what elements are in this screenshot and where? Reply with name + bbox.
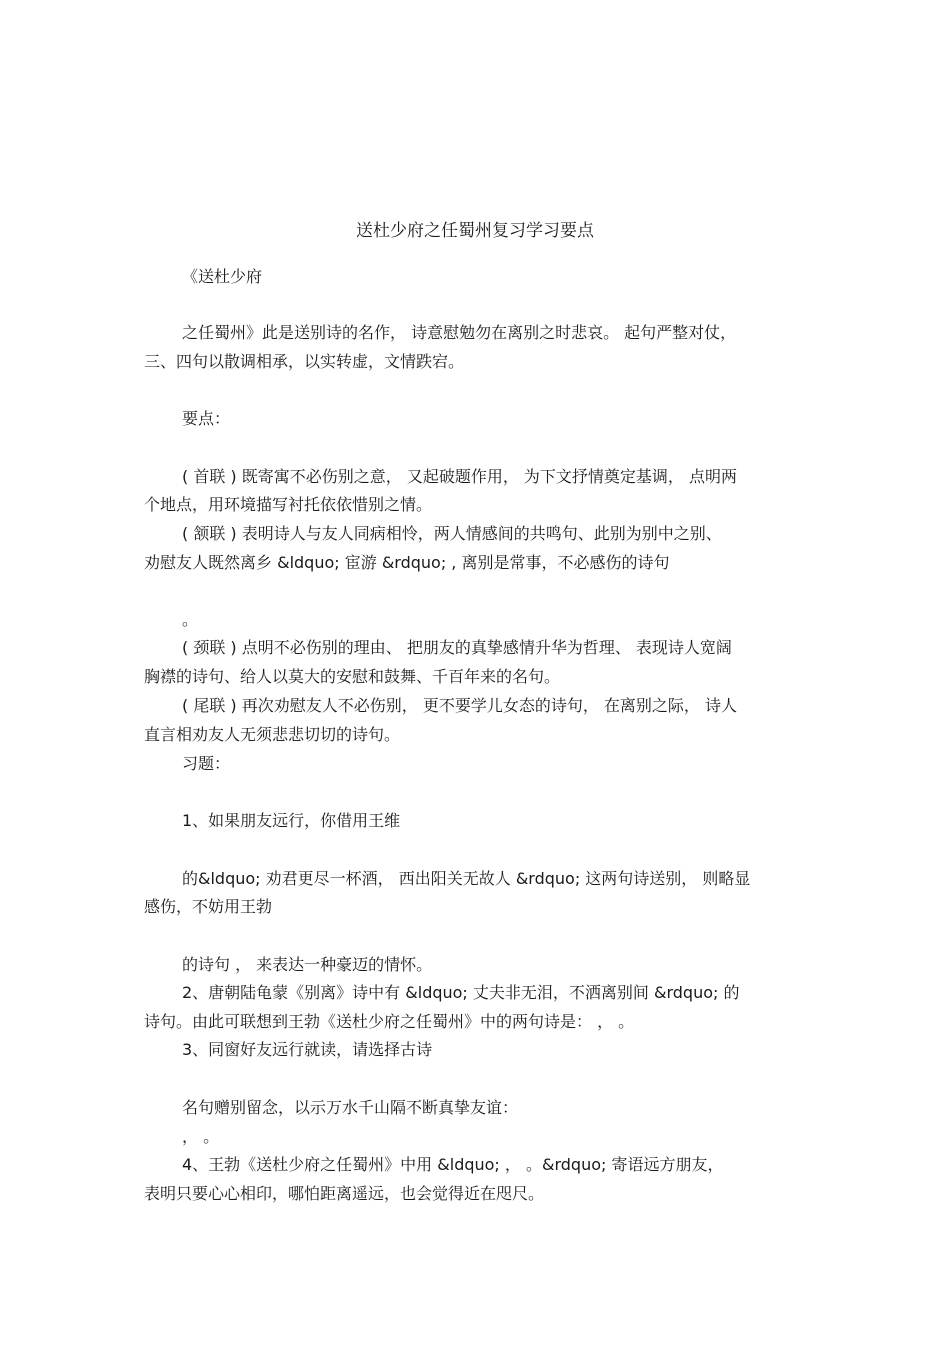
document-title: 送杜少府之任蜀州复习学习要点 xyxy=(356,221,594,241)
paragraph-line: ( 尾联 ) 再次劝慰友人不必伤别， 更不要学儿女态的诗句， 在离别之际， 诗人 xyxy=(182,696,738,715)
section-heading: 习题： xyxy=(182,754,231,773)
paragraph-line: 胸襟的诗句、给人以莫大的安慰和鼓舞、千百年来的名句。 xyxy=(144,667,561,686)
paragraph-line: 劝慰友人既然离乡 &ldquo; 宦游 &rdquo; , 离别是常事，不必感伤的诗句 xyxy=(144,553,670,572)
exercise-line: 1、如果朋友远行，你借用王维 xyxy=(182,811,401,830)
paragraph-line: 之任蜀州》此是送别诗的名作， 诗意慰勉勿在离别之时悲哀。 起句严整对仗， xyxy=(182,323,737,342)
section-heading: 要点： xyxy=(182,409,231,428)
paragraph-line: ( 颔联 ) 表明诗人与友人同病相怜，两人情感间的共鸣句、此别为别中之别、 xyxy=(182,524,722,543)
exercise-line: ， 。 xyxy=(182,1127,220,1146)
paragraph-line: ( 颈联 ) 点明不必伤别的理由、 把朋友的真挚感情升华为哲理、 表现诗人宽阔 xyxy=(182,638,732,657)
exercise-line: 4、王勃《送杜少府之任蜀州》中用 &ldquo; ， 。&rdquo; 寄语远方朋友， xyxy=(182,1155,724,1174)
exercise-line: 2、唐朝陆龟蒙《别离》诗中有 &ldquo; 丈夫非无泪，不洒离别间 &rdquo; 的 xyxy=(182,983,740,1002)
exercise-line: 3、同窗好友远行就读，请选择古诗 xyxy=(182,1040,433,1059)
paragraph-line: 三、四句以散调相承，以实转虚，文情跌宕。 xyxy=(144,352,465,371)
exercise-line: 的&ldquo; 劝君更尽一杯酒， 西出阳关无故人 &rdquo; 这两句诗送别， 则略显 xyxy=(182,869,751,888)
exercise-line: 感伤，不妨用王勃 xyxy=(144,897,273,916)
paragraph-line: 个地点，用环境描写衬托依依惜别之情。 xyxy=(144,495,433,514)
exercise-line: 名句赠别留念，以示万水千山隔不断真挚友谊： xyxy=(182,1098,519,1117)
paragraph-line: 。 xyxy=(182,610,199,629)
paragraph-line: 《送杜少府 xyxy=(182,267,263,286)
exercise-line: 表明只要心心相印，哪怕距离遥远，也会觉得近在咫尺。 xyxy=(144,1184,545,1203)
exercise-line: 的诗句 ， 来表达一种豪迈的情怀。 xyxy=(182,955,433,974)
paragraph-line: 直言相劝友人无须悲悲切切的诗句。 xyxy=(144,725,401,744)
exercise-line: 诗句。由此可联想到王勃《送杜少府之任蜀州》中的两句诗是： ， 。 xyxy=(144,1012,635,1031)
paragraph-line: ( 首联 ) 既寄寓不必伤别之意， 又起破题作用， 为下文抒情奠定基调， 点明两 xyxy=(182,467,738,486)
